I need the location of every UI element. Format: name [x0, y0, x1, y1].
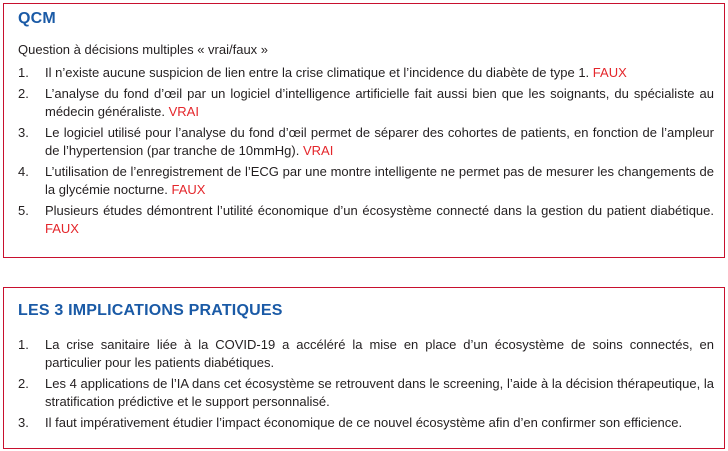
item-text: Plusieurs études démontrent l’utilité économique d’un écosystème connecté dans la gestion du patient diabétique. [45, 203, 714, 218]
implications-box [3, 287, 725, 449]
item-text: Il faut impérativement étudier l’impact économique de ce nouvel écosystème afin d’en confirmer son efficience. [45, 415, 683, 430]
answer-label: VRAI [168, 104, 199, 119]
implication-item [18, 414, 714, 432]
item-number: 2. [18, 86, 29, 101]
implications-list [18, 336, 714, 435]
qcm-box [3, 3, 725, 258]
item-number: 3. [18, 415, 29, 430]
implication-item [18, 375, 714, 411]
qcm-item [18, 64, 714, 82]
item-text: L’analyse du fond d’œil par un logiciel d’intelligence artificielle fait aussi bien que les soignants, du spécialiste au médecin généraliste. [45, 86, 714, 119]
item-number: 2. [18, 376, 29, 391]
answer-label: FAUX [45, 221, 79, 236]
item-text: Les 4 applications de l’IA dans cet écosystème se retrouvent dans le screening, l’aide à la décision thérapeutique, la stratification prédictive et le support personnalisé. [45, 376, 714, 409]
item-text: Il n’existe aucune suspicion de lien entre la crise climatique et l’incidence du diabète de type 1. [45, 65, 590, 80]
item-number: 1. [18, 65, 29, 80]
qcm-item [18, 163, 714, 199]
qcm-list [18, 64, 714, 241]
item-number: 4. [18, 164, 29, 179]
item-number: 1. [18, 337, 29, 352]
implication-item [18, 336, 714, 372]
qcm-item [18, 124, 714, 160]
item-number: 3. [18, 125, 29, 140]
implications-title: LES 3 IMPLICATIONS PRATIQUES [18, 302, 283, 319]
answer-label: FAUX [592, 65, 627, 80]
qcm-item [18, 85, 714, 121]
answer-label: VRAI [302, 143, 334, 158]
item-text: La crise sanitaire liée à la COVID-19 a accéléré la mise en place d’un écosystème de soins connectés, en particulier pour les patients diabétiques. [45, 337, 714, 370]
qcm-title: QCM [18, 10, 56, 27]
answer-label: FAUX [171, 182, 206, 197]
item-text: L’utilisation de l’enregistrement de l’ECG par une montre intelligente ne permet pas de mesurer les changements de la glycémie nocturne. [45, 164, 714, 197]
item-number: 5. [18, 203, 29, 218]
item-text: Le logiciel utilisé pour l’analyse du fond d’œil permet de séparer des cohortes de patients, en fonction de l’ampleur de l’hypertension (par tranche de 10mmHg). [45, 125, 714, 158]
qcm-intro: Question à décisions multiples « vrai/faux » [18, 42, 269, 57]
qcm-item [18, 202, 714, 238]
